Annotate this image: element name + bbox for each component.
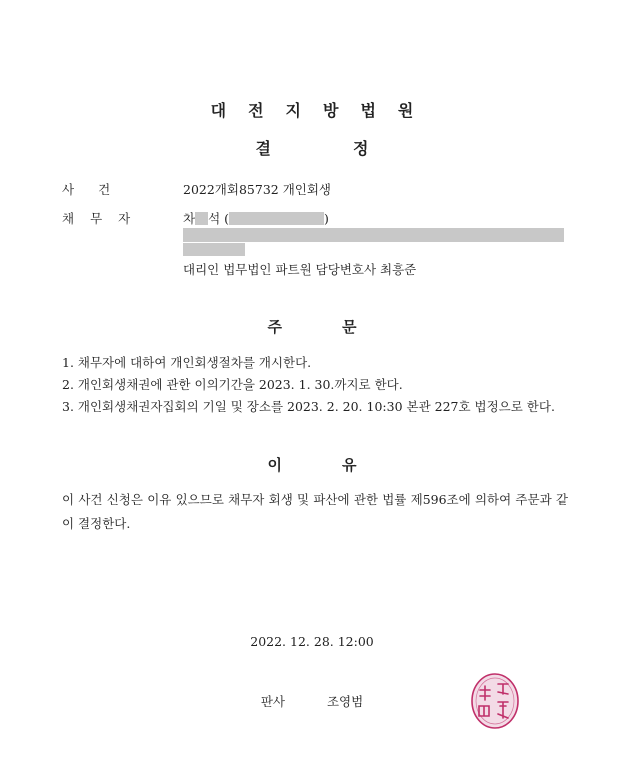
order-item: 2. 개인회생채권에 관한 이의기간을 2023. 1. 30.까지로 한다. [62, 377, 403, 392]
debtor-name-last: 석 [208, 211, 221, 226]
address-redaction-line1 [183, 228, 564, 242]
address-redaction-line2 [183, 243, 245, 256]
document-title: 결정 [255, 139, 451, 158]
debtor-name-first: 차 [183, 211, 196, 226]
case-label: 사건 [62, 182, 135, 197]
reason-heading: 이유 [267, 456, 417, 474]
paren-close: ) [324, 211, 329, 226]
debtor-label: 채무자 [62, 211, 147, 226]
decision-datetime: 2022. 12. 28. 12:00 [250, 634, 374, 649]
debtor-name-redaction [195, 212, 208, 225]
order-list [62, 352, 568, 418]
order-item: 3. 개인회생채권자집회의 기일 및 장소를 2023. 2. 20. 10:30 본관 227호 법정으로 한다. [62, 399, 555, 414]
judge-seal-icon [470, 672, 520, 730]
order-heading: 주문 [267, 318, 417, 336]
judge-name: 조영범 [326, 694, 364, 709]
case-value: 2022개회85732 개인회생 [183, 182, 331, 197]
judge-title: 판사 [260, 694, 285, 709]
debtor-name [183, 209, 329, 227]
representative: 대리인 법무법인 파트원 담당변호사 최흥준 [183, 262, 417, 277]
debtor-id-redaction [229, 212, 324, 225]
judge-signature [0, 692, 624, 710]
reason-text: 이 사건 신청은 이유 있으므로 채무자 회생 및 파산에 관한 법률 제596조에 의하여 주문과 같이 결정한다. [62, 492, 568, 531]
order-item: 1. 채무자에 대하여 개인회생절차를 개시한다. [62, 355, 312, 370]
paren-open: ( [224, 211, 230, 226]
court-name: 대전지방법원 [210, 101, 436, 120]
